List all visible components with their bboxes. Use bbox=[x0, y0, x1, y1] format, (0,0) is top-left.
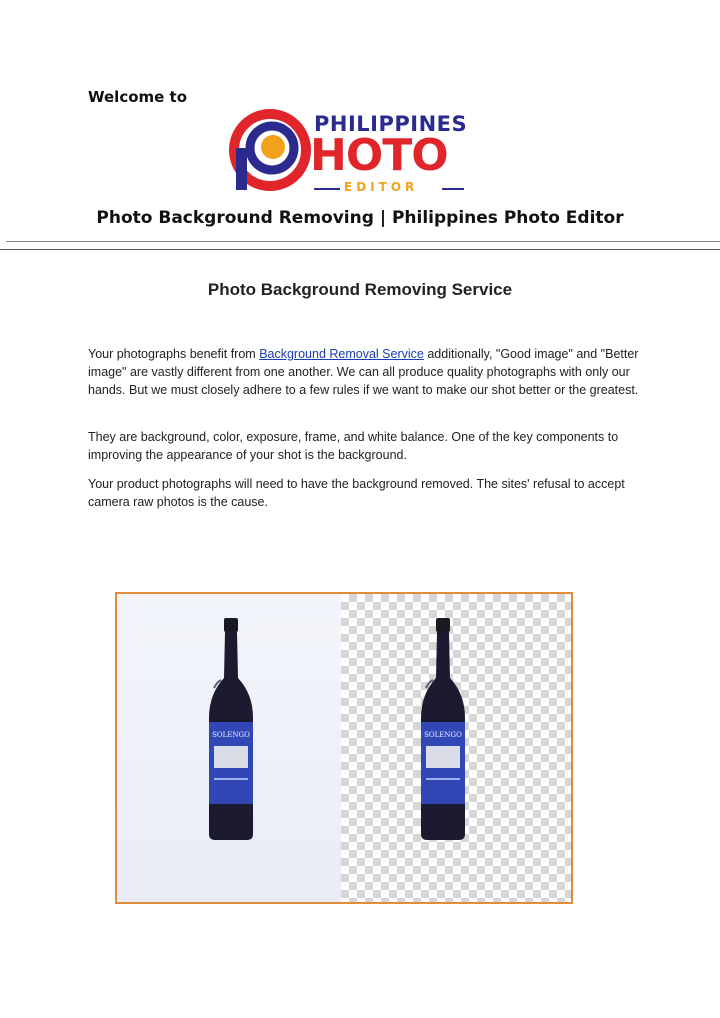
divider-top bbox=[6, 241, 720, 242]
article-paragraph-2: They are background, color, exposure, frame, and white balance. One of the key components to improving the appearance of your shot is the background. bbox=[88, 430, 619, 462]
original-photo-half bbox=[117, 594, 341, 902]
welcome-text: Welcome to bbox=[88, 88, 188, 106]
company-logo[interactable] bbox=[228, 106, 468, 196]
paragraph-1-lead: Your photographs benefit from bbox=[88, 347, 260, 361]
divider-bottom bbox=[0, 249, 720, 250]
logo-right-line bbox=[442, 188, 464, 190]
bottle-label-text: SOLENGO bbox=[212, 731, 250, 739]
logo-top-text: PHILIPPINES bbox=[314, 112, 468, 136]
removed-background-half bbox=[341, 594, 571, 902]
article-paragraph-3: Your product photographs will need to have the background removed. The sites' refusal to accept camera raw photos is the cause. bbox=[88, 477, 625, 509]
logo-p-emblem-icon bbox=[228, 106, 314, 196]
logo-left-line bbox=[314, 188, 340, 190]
bottle-label-text: SOLENGO bbox=[424, 731, 462, 739]
article-heading: Photo Background Removing Service bbox=[207, 280, 513, 299]
wine-bottle-cutout bbox=[417, 618, 469, 842]
page-title: Photo Background Removing | Philippines Photo Editor bbox=[96, 208, 624, 228]
paragraph-1-rest: additionally, "Good image" and "Better image" are vastly different from one another. We can all produce quality photographs with only our hands. But we must closely adhere to a few rules if we want to make our shot better or the greatest. bbox=[88, 347, 639, 397]
background-removal-service-link[interactable]: Background Removal Service bbox=[259, 347, 424, 361]
before-after-image bbox=[115, 592, 573, 904]
logo-sub-text: EDITOR bbox=[344, 180, 419, 194]
logo-subtitle bbox=[314, 181, 464, 195]
logo-main-text: HOTO bbox=[310, 130, 448, 181]
wine-bottle-original bbox=[205, 618, 257, 842]
article-paragraph-1 bbox=[88, 345, 648, 399]
